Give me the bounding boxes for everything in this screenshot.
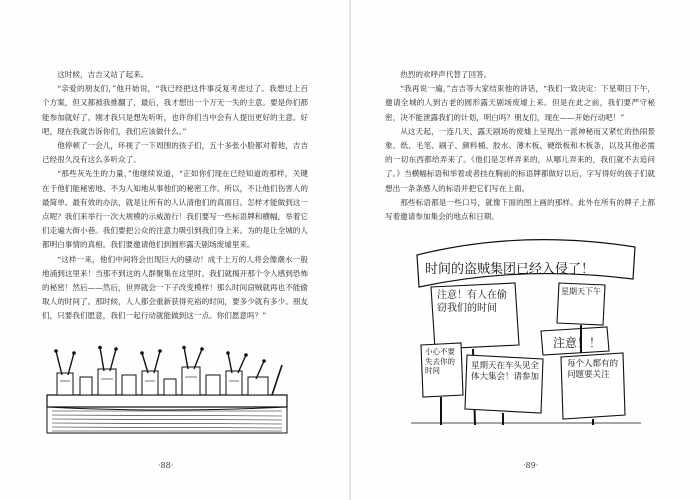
- left-page: [0, 0, 349, 500]
- banner-text: 时间的盗贼集团已经入侵了！: [425, 262, 595, 277]
- page-number: ·88·: [158, 461, 174, 470]
- sign-2-text: 星期天下午: [561, 287, 601, 296]
- paragraph: “这样一来，他们中间将会出现巨大的骚动！成千上万的人将会像潮水一般地涌到这里来！当那不到这的人群聚集在这里时，我们就揭开那个令人感到恐怖的秘密！然后——然后，世界就会一下子改变模样！那么时间窃贼就再也不能偷取人的时间了。那时候，人人都会重新获得充裕的时间，要多少就有多少。朋友们，只要我们愿意，我们一起行动就能做到这一点。你们愿意吗？”: [42, 254, 308, 321]
- paint-supplies-illustration: [42, 345, 292, 435]
- paragraph: 热烈的欢呼声代替了回答。: [400, 70, 492, 79]
- sign-5-text: 星期天在车头见全体大集会！请参加: [471, 361, 539, 382]
- paragraph: 从这天起，一连几天，露天剧场的废墟上呈现出一派神秘而又紧忙的热闹景象。纸、毛笔、刷子、颜料桶、胶水、薄木板、硬纸板和木板条，以及其他必需的一切东西都给弄来了。《他们是怎样弄来的，从哪儿弄来的，我们就不去追问了。》当横幅标语和举着或者挂在胸前的标语牌都做好以后，字写得好的孩子们就想出一条条感人的标语并把它们写在上面。: [385, 126, 655, 193]
- paragraph: 这时候，吉吉又站了起来。: [57, 70, 149, 79]
- paragraph: 那些标语都是一些口号，就像下面的图上画的那样。此外在所有的牌子上都写着邀请参加集会的地点和日期。: [385, 197, 655, 222]
- sign-1-text: 注意！有人在偷窃我们的时间: [437, 290, 507, 314]
- protest-signs-illustration: [411, 225, 641, 425]
- paragraph: “那些灰先生的力量，”他继续说道，“正如你们现在已经知道的那样，关键在于他们能秘密地、不为人知地从事他们的秘密工作。所以，不让他们伤害人的最简单、最有效的办法，就是让所有的人认清他们的真面目。怎样才能做到这一点呢？我们来举行一次大规模的示威游行！我们要写一些标语牌和横幅，举着它们走遍大街小巷。我们要把公众的注意力吸引到我们身上来。为的是让全城的人都明白事情的真相。我们要邀请他们到圆形露天剧场废墟里来。: [42, 169, 308, 250]
- sign-6-text: 小心不要失去你的时间: [425, 347, 455, 375]
- left-page-text: [42, 68, 308, 324]
- page-number: ·89·: [523, 461, 539, 470]
- sign-3-text: 注意！！: [553, 336, 602, 350]
- right-page-text: [385, 68, 655, 224]
- sign-4-text: 每个人都有的问题要关注: [567, 359, 619, 380]
- paragraph: 他停顿了一会儿，环视了一下周围的孩子们，五十多张小脸都对着他，吉吉已经很久没有这么多听众了。: [42, 141, 308, 165]
- paragraph: “亲爱的朋友们，”他开始说，“我已经把这件事反复考虑过了。我想过上百个方案，但又都被我推翻了，最后，我才想出一个万无一失的主意。要是你们都能参加就好了。刚才我只是想先听听，也许你们当中会有人提出更好的主意。好吧，现在我就告诉你们，我们应该做什么。”: [42, 84, 308, 136]
- right-page: [351, 0, 700, 500]
- paragraph: “我再说一遍，”吉吉等大家结束他的讲话，“我们一致决定：下星期日下午，邀请全城的人到古老的圆形露天剧场废墟上来。但是在此之前，我们要严守秘密，决不能泄露我们的计划，明白吗？朋友们，现在——开始行动吧！”: [385, 84, 655, 122]
